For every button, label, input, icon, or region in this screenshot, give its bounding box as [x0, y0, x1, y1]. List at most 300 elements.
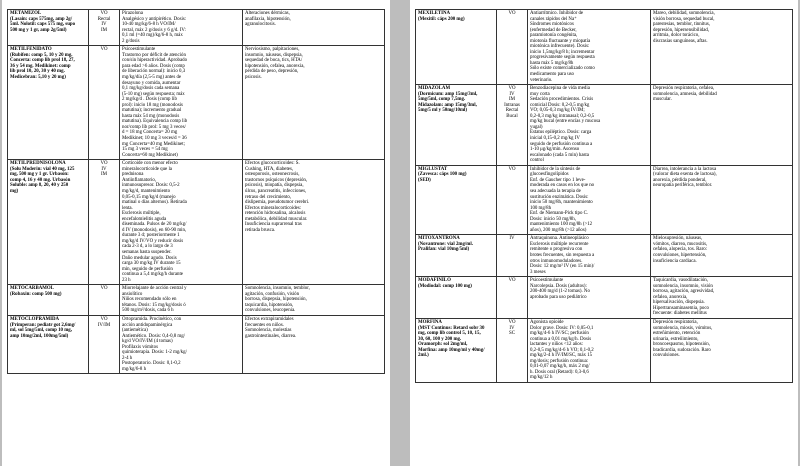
brand-line: (Rubifen: comp 5, 10 y 20 mg. — [10, 52, 73, 58]
side-effect-line: psicosis. — [245, 75, 262, 81]
side-effects-cell — [651, 277, 793, 319]
side-effect-line: Taquicardia, vasodilatación, — [653, 278, 708, 284]
dose-line: Antiinflamatorio, — [122, 177, 157, 183]
route: VO — [100, 286, 108, 292]
side-effect-line: Insuficiencia suprarrenal tras — [245, 222, 302, 228]
dose-line: 0,2-0,5 mg/kg/4-6 h VO; 0,1-0,2 — [530, 347, 594, 353]
dose-line: (antiemética) — [122, 328, 148, 334]
brand-line: Medicebran: 5,10 y 20 mg) — [10, 75, 66, 81]
side-effect-line: Depresión respiratoria, — [653, 319, 698, 325]
dose-line: Antiarrítmico. Inhibidor de — [530, 11, 584, 16]
side-effect-line: Depresión respiratoria, cefalea, — [653, 86, 715, 92]
brand-line: (Mexitil: cáps 200 mg) — [418, 16, 465, 22]
dose-line: desayuno y comida, aumentar — [122, 80, 181, 86]
brand-line: 500 mg y 1 gr, amp 2g/5ml) — [10, 27, 67, 33]
route-cell — [89, 315, 120, 373]
dose-cell — [528, 277, 651, 319]
brand-line: Pralifan: vial 10mg/5ml) — [418, 247, 470, 253]
side-effect-line: retirada brusca. — [245, 227, 276, 233]
dose-line: Psicoestimulante — [122, 47, 156, 53]
route: IV — [509, 236, 515, 242]
drug-name: MITOXANTRONA — [418, 236, 460, 242]
route: IM — [509, 97, 515, 103]
dose-line: Antraquinona. Antineoplásico — [530, 236, 589, 242]
brand-line: (Lasain: caps 575mg, amp 2g/ — [10, 16, 73, 22]
side-effect-line: Hipertransaminasemia, poco — [653, 305, 709, 311]
side-effect-line: discrasias sanguíneas, aftas. — [653, 38, 708, 44]
dose-line: sustitución enzimática. Dosis: — [530, 194, 589, 200]
dose-line: sea adecuada la terapia de — [530, 188, 581, 194]
drug-name-cell — [416, 85, 497, 166]
route-cell — [497, 85, 528, 166]
drug-row — [416, 85, 793, 166]
drug-name-cell — [416, 165, 497, 235]
brand-line: Morfina: amp 10mg/ml y 40mg/ — [418, 347, 485, 353]
dose-line: de liberación normal): inicio 0,3 — [122, 69, 186, 75]
route: Bucal — [506, 113, 518, 119]
side-effect-line: trastornos psíquicos (depresión, — [245, 177, 308, 183]
side-effect-line: frecuentes en niños. — [245, 322, 284, 328]
dose-line: durante 3 d; posteriormente 1 — [122, 233, 180, 239]
side-effect-line: broncoespasmo, hipotensión, — [653, 342, 710, 348]
drug-row — [8, 285, 385, 316]
route: VO — [100, 316, 108, 322]
route-cell — [497, 165, 528, 235]
dose-line: Dosis: 12 mg/m² IV (en 15 min)/ — [530, 264, 595, 270]
drug-row — [416, 165, 793, 235]
dose-line: 2 g/dosis — [122, 38, 140, 44]
dose-line: rectal, máx 2 g/dosis y 6 g/d. IV: — [122, 27, 186, 33]
dose-line: cada 2-3 d, a lo largo de 3 — [122, 244, 173, 250]
dose-line: mg/kg/día (2,5-5 mg) antes de — [122, 75, 182, 81]
route-cell — [89, 285, 120, 316]
brand-line: (Modiodal: comp 100 mg) — [418, 283, 472, 289]
dose-line: Corticoide con menor efecto — [122, 161, 178, 167]
side-effect-line: convulsiones, leucopenia. — [245, 308, 296, 314]
dose-line: acción antidopaminérgica — [122, 322, 173, 328]
dose-line: Sólo existe comercializado como — [530, 66, 595, 72]
side-effects-cell — [651, 85, 793, 166]
dose-cell — [120, 285, 243, 316]
drug-name: METILPREDNISOLONA — [10, 161, 66, 167]
side-effect-line: bradicardia, sudoración. Raro — [653, 347, 711, 353]
side-effect-line: borrosa, agitación, agresividad, — [653, 289, 715, 295]
brand-line: Oramorph: sol 2mg/ml, — [418, 342, 468, 348]
brand-line: 30, 60, 100 y 200 mg. — [418, 336, 462, 342]
side-effect-line: psicosis), miopatía, dispepsia, — [245, 183, 304, 189]
dose-line: Antiemético. Dosis: 0,4-0,8 mg/ — [122, 333, 186, 339]
dose-line: quimioterapia. Dosis: 1-2 mg/kg/ — [122, 350, 187, 356]
route: VO — [508, 11, 516, 16]
drug-name: MIDAZOLAM — [418, 86, 451, 92]
dose-cell — [120, 315, 243, 373]
dose-line: ansiolítico — [122, 291, 143, 297]
dose-line: Postoperatorio. Dosis: 0,1-0,2 — [122, 361, 181, 367]
dose-line: continua a 0,01 mg/kg/h. Dosis — [530, 336, 592, 342]
side-effect-line: somnolencia, insomnio, visión — [653, 283, 713, 289]
dose-cell — [528, 85, 651, 166]
dose-line: Dosis: inicio 50 mg/8h, — [530, 216, 576, 222]
route: VO — [100, 11, 108, 16]
dose-line: Miorrelajante de acción central y — [122, 286, 187, 292]
route: IV/IM — [97, 322, 111, 328]
brand-line: Midazolam: amp 15mg/3ml, — [418, 102, 477, 108]
side-effects-cell — [651, 318, 793, 382]
route: Rectal — [97, 16, 111, 22]
side-effect-line: somnolencia, miosis, vómitos, — [653, 325, 713, 331]
dose-line: VO; 0,05-0,3 mg/kg IV/IM; — [530, 108, 585, 114]
side-effect-line: cefalea, anorexia, — [653, 294, 688, 300]
side-effect-line: cefalea, alopecia, tos. Raro: — [653, 247, 708, 253]
drug-name: METAMIZOL — [10, 11, 42, 16]
dose-line: matutina); incremento gradual — [122, 108, 182, 114]
route: VO — [508, 86, 516, 92]
drug-name-cell — [416, 318, 497, 382]
dose-line: moderada en casos en los que no — [530, 183, 595, 189]
drug-name-cell — [416, 277, 497, 319]
dose-line: 23 h — [122, 277, 131, 283]
right-document-page — [410, 0, 798, 466]
route: VO — [508, 278, 516, 284]
route: Rectal — [505, 108, 519, 114]
dose-line: diseminada. Pulsos de 20 mg/kg/ — [122, 222, 187, 228]
route-cell — [497, 318, 528, 382]
dose-line: mg/kg/6-8 h — [122, 366, 147, 372]
dose-line: d IV (monodosis), en 60-90 min, — [122, 227, 187, 233]
route: IM — [101, 172, 107, 178]
dose-line: inicio 1,5mg/kg/8 h; incrementar — [530, 49, 595, 55]
side-effect-line: agranulocitosis. — [245, 22, 276, 28]
brand-line: mg) — [10, 188, 19, 194]
dose-line: Agonista opioide — [530, 319, 564, 325]
dose-line: escalonado (cada 5 min) hasta — [530, 152, 589, 158]
dose-line: mineralocorticoide que la — [122, 166, 172, 172]
brand-line: 2ml.) — [418, 353, 429, 359]
dose-line: Niños recomendado sólo en — [122, 297, 177, 303]
dose-line: aprobado para uso pediátrico — [530, 294, 587, 300]
dose-line: con/sin hiperactividad. Aprobado — [122, 58, 188, 64]
dose-line: 1-10 μg/kg/min. Ascenso — [530, 147, 580, 153]
drug-table-left — [7, 9, 385, 374]
dose-line: miotonía fluctuante y miopatía — [530, 38, 591, 44]
side-effect-line: retención hidrosalina, alcalosis — [245, 211, 306, 217]
dose-line: Estatus epiléptico. Dosis: carga — [530, 130, 592, 136]
route: SC — [509, 331, 515, 337]
dose-line: mg/kg/2-4 h IV/IM/SC, máx 15 — [530, 353, 593, 359]
dose-line: remitente o progresiva con — [530, 247, 583, 253]
drug-name-cell — [8, 10, 89, 46]
dose-line: prednisona — [122, 172, 144, 178]
dose-line: carga 30 mg/kg IV durante 15 — [122, 261, 181, 267]
side-effect-line: borrosa, dispepsia, hipotensión, — [245, 297, 307, 303]
dose-line: canales rápidos del Na⁺ — [530, 16, 577, 22]
side-effect-line: visión borrosa, sequedad bucal, — [653, 16, 715, 22]
dose-line: Enf. de Niemann-Pick tipo C. — [530, 211, 589, 217]
drug-name-cell — [416, 10, 497, 85]
dose-cell — [120, 10, 243, 46]
brand-line: 36 y 54 mg. Medikinet: comp — [10, 63, 71, 69]
dose-line: medicamento para uso — [530, 72, 574, 78]
dose-cell — [528, 318, 651, 382]
dose-line: Síndromes miotónicos — [530, 22, 574, 28]
dose-line: Enf. de Gaucher tipo 1 leve- — [530, 177, 586, 183]
brand-line: 5mg/5ml, comp 7,5mg. — [418, 97, 466, 103]
side-effect-line: Cushing, HTA, diabetes, — [245, 166, 294, 172]
drug-table-right — [415, 9, 793, 383]
dose-line: lactantes y niños <12 años: — [530, 342, 584, 348]
drug-name: METOCLOPRAMIDA — [10, 316, 60, 322]
drug-name: METOCARBAMOL — [10, 286, 54, 292]
brand-line: amp 10mg/2ml, 100mg/5ml) — [10, 333, 69, 339]
dose-line: 15 mg 3 veces = 54 mg — [122, 147, 168, 153]
dose-line: 0,1 mg/kg/dosis cada semana — [122, 86, 180, 92]
drug-table-body — [8, 10, 385, 374]
dose-line: encefalomielitis aguda — [122, 216, 167, 222]
side-effect-line: convulsiones, hipertensión, — [653, 252, 707, 258]
dose-line: nor/comp lib prol: 5 mg 3 veces/ — [122, 124, 186, 130]
brand-line: (SED) — [418, 177, 431, 183]
drug-row — [416, 318, 793, 382]
side-effect-line: sequedad de boca, tics, HTA/ — [245, 58, 303, 64]
route-cell — [497, 277, 528, 319]
side-effect-line: neuropatía periférica, temblor. — [653, 183, 713, 189]
brand-line: (Primperan: pediatr got 2,6mg/ — [10, 322, 76, 328]
drug-row — [8, 315, 385, 373]
brand-line: (Robaxin: comp 500 mg) — [10, 291, 62, 297]
side-effect-line: urinaria, estreñimiento, — [653, 336, 699, 342]
dose-line: yugal) — [530, 124, 543, 130]
dose-line: Esclerosis múltiple, — [122, 211, 161, 217]
route-cell — [497, 10, 528, 85]
left-document-page — [2, 0, 390, 466]
brand-line: (Novantrone: vial 2mg/ml. — [418, 241, 473, 247]
drug-name: METILFENIDATO — [10, 47, 52, 53]
brand-line: comp 4, 16 y 40 mg. Urbasón — [10, 177, 71, 183]
side-effect-line: agitación, confusión, visión — [245, 291, 300, 297]
drug-name-cell — [8, 160, 89, 285]
brand-line: lib prol 10, 20, 30 y 40 mg. — [10, 69, 65, 75]
drug-name-cell — [8, 285, 89, 316]
route: IV — [101, 22, 107, 28]
dose-line: muy corta — [530, 91, 550, 97]
drug-name: MORFINA — [418, 319, 442, 325]
dose-line: Ortopramida. Procinético, con — [122, 316, 182, 322]
dose-line: h. Dosis oral (Retard): 0,3-0,6 — [530, 369, 589, 375]
drug-name-cell — [8, 46, 89, 160]
dose-line: 2 mg/kg/d . Dosis (comp lib — [122, 97, 177, 103]
side-effect-line: gastrointestinales, diarrea. — [245, 333, 297, 339]
dose-line: 0,2-0,3 mg/kg intranasal; 0,2-0,5 — [530, 113, 595, 119]
dose-line: Benzodiacepina de vida media — [530, 86, 590, 92]
route-cell — [89, 10, 120, 46]
side-effect-line: Efectos glucocorticoides: S. — [245, 161, 300, 167]
dose-line: comicial Dosis: 0,2-0,5 mg/kg — [530, 102, 590, 108]
side-effect-line: arritmia, dolor torácico, — [653, 33, 700, 39]
drug-name: MEXILETINA — [418, 11, 451, 16]
side-effect-line: somnolencia, amnesia, debilidad — [653, 91, 717, 97]
side-effect-line: metabólica, debilidad muscular. — [245, 216, 308, 222]
dose-line: 500 mg/m²/dosis, cada 6 h — [122, 308, 174, 314]
dose-line: (enfermedad de Becker, — [530, 27, 577, 33]
dose-line: min, seguido de perfusión — [122, 266, 173, 272]
side-effects-cell — [243, 285, 385, 316]
side-effects-cell — [651, 10, 793, 85]
side-effect-line: frecuente: diabetes mellitus — [653, 311, 707, 317]
dose-line: matutina). Equivalencia comp lib — [122, 119, 188, 125]
dose-line: 10-40 mg/kg/6-8 h VO/IM/ — [122, 22, 176, 28]
dose-line: Pirazolona — [122, 11, 143, 16]
side-effect-line: Diarrea, intolerancia a la lactosa — [653, 166, 717, 172]
side-effect-line: osteoporosis, osteonecrosis, — [245, 172, 300, 178]
side-effect-line: muscular. — [653, 97, 672, 103]
dose-line: Inhibidor de la síntesis de — [530, 166, 581, 172]
dose-line: 2-4 h — [122, 355, 133, 361]
dose-line: 0,01-0,07 mg/kg/h, máx 2 mg/ — [530, 364, 590, 370]
drug-name-cell — [416, 235, 497, 277]
dose-line: para edad >6 años. Dosis (comp — [122, 63, 185, 69]
dose-line: d = 18 mg Concerta= 20 mg — [122, 130, 178, 136]
side-effect-line: retraso del crecimiento, — [245, 194, 292, 200]
route-cell — [497, 235, 528, 277]
dose-line: brotes frecuentes, sin respuesta a — [530, 252, 595, 258]
dose-line: Esclerosis múltiple recurrente — [530, 241, 589, 247]
dose-cell — [528, 165, 651, 235]
side-effects-cell — [243, 315, 385, 373]
side-effect-line: taquicardia, hipotensión, — [245, 302, 294, 308]
side-effects-cell — [243, 46, 385, 160]
side-effect-line: anafilaxia, hipotensión, — [245, 16, 291, 22]
drug-row — [8, 46, 385, 160]
dose-line: paramiotonía congénita, — [530, 33, 578, 39]
dose-line: miotónica infrecuente). Dosis: — [530, 44, 590, 50]
dose-line: años), 200 mg/8h (>12 años) — [530, 227, 587, 233]
dose-line: mg/kg bucal (entre encías y mucosa — [530, 119, 601, 125]
side-effects-cell — [651, 165, 793, 235]
side-effect-line: pérdida de peso, depresión, — [245, 69, 299, 75]
dose-line: Medikinet; 10 mg 3 veces/d = 36 — [122, 136, 187, 142]
side-effect-line: Alteraciones dérmicas, — [245, 11, 290, 16]
drug-row — [416, 277, 793, 319]
side-effect-line: hipotensión, cefalea, anorexia, — [245, 63, 305, 69]
dose-cell — [120, 160, 243, 285]
drug-row — [416, 235, 793, 277]
side-effect-line: Efectos mineralocorticoides: — [245, 205, 302, 211]
side-effect-line: depresión, hipersensibilidad, — [653, 27, 710, 33]
dose-cell — [528, 235, 651, 277]
brand-line: mg, comp lib control 5, 10, 15, — [418, 331, 481, 337]
drug-row — [416, 10, 793, 85]
brand-line: 5mg/5 ml y 50mg/10ml) — [418, 108, 468, 114]
route: Intranas — [504, 102, 520, 108]
side-effect-line: insomnio, náuseas, dispepsia, — [245, 52, 303, 58]
dose-line: Psicoestimulante — [530, 278, 564, 284]
brand-line: Soluble: amp 8, 20, 40 y 250 — [10, 183, 69, 189]
dose-line: mg/kg/12 h — [530, 375, 553, 381]
brand-line: mg, 500 mg y 1 gr. Urbasón: — [10, 172, 69, 178]
dose-cell — [120, 46, 243, 160]
dose-line: 0,1 ml (=40 mg)/kg/6-8 h, máx — [122, 33, 183, 39]
dose-line: matinal o días alternos). Retirada — [122, 200, 187, 206]
dose-line: 3 meses — [530, 269, 546, 275]
side-effect-line: úlcus, pancreatitis, infecciones, — [245, 188, 307, 194]
dose-line: mg/kg/d IV/VO y reducir dosis — [122, 238, 184, 244]
dose-line: otros inmunomoduladores. — [530, 258, 583, 264]
dose-line: mg/kg/d, mantenimiento — [122, 188, 171, 194]
dose-line: continua a 5,4 mg/kg/h durante — [122, 272, 183, 278]
dose-line: Profilaxis vómitos — [122, 344, 159, 350]
drug-row — [8, 10, 385, 46]
side-effect-line: estreñimiento, retención — [653, 331, 701, 337]
dose-line: 100 mg/8h — [530, 205, 552, 211]
brand-line: (Solu Moderin: vial 40 mg, 125 — [10, 166, 75, 172]
dose-line: Daño medular agudo. Dosis — [122, 255, 177, 261]
dose-line: (5-10 mg) según respuesta; máx — [122, 91, 185, 97]
route: VO — [508, 166, 516, 172]
dose-line: mg Concerta=40 mg Medikinet; — [122, 141, 185, 147]
side-effect-line: Somnolencia, molestias — [245, 328, 292, 334]
brand-line: (MST Continus: Retard sobr 30 — [418, 325, 485, 331]
side-effect-line: hipersalivación, dispepsia. — [653, 300, 705, 306]
dose-line: glucoesfingolípidos — [530, 172, 569, 178]
side-effects-cell — [243, 10, 385, 46]
brand-line: (Dormicum: amp 15mg/3ml, — [418, 91, 478, 97]
dose-line: inicio 50 mg/8h, mantenimiento — [530, 200, 593, 206]
dose-line: control — [530, 158, 544, 164]
dose-line: seguido de perfusión continua a — [530, 141, 593, 147]
dose-line: Trastorno por déficit de atención — [122, 52, 186, 58]
dose-line: hasta máx 5 mg/kg/8h — [530, 60, 574, 66]
dose-line: Sedación procedimientos. Crisis — [530, 97, 594, 103]
dose-line: kg/d VO/IV/IM (4 tomas) — [122, 339, 173, 345]
dose-line: veterinario. — [530, 77, 553, 83]
dose-line: inmunosupresor. Dosis: 0,5-2 — [122, 183, 180, 189]
route-cell — [89, 160, 120, 285]
drug-name-cell — [8, 315, 89, 373]
drug-name: MODAFINILO — [418, 278, 451, 284]
side-effect-line: parestesias, temblor, tinnitus, — [653, 22, 710, 28]
side-effect-line: Somnolencia, insomnio, temblor, — [245, 286, 310, 292]
side-effect-line: Mielosupresión, náuseas, — [653, 236, 703, 242]
side-effect-line: convulsiones. — [653, 353, 680, 359]
brand-line: (Zavesca: cáps 100 mg) — [418, 172, 467, 178]
dose-cell — [528, 10, 651, 85]
dose-line: prol): inicio 18 mg (monodosis — [122, 102, 183, 108]
dose-line: 200-400 mg/d (1-2 tomas). No — [530, 289, 590, 295]
drug-row — [8, 160, 385, 285]
dose-line: mg/dosis; perfusión continua: — [530, 358, 589, 364]
drug-table-body — [416, 10, 793, 383]
route: IV — [101, 166, 107, 172]
side-effect-line: dislipemia, pseudotumor cerebri. — [245, 200, 310, 206]
side-effects-cell — [243, 160, 385, 285]
route-cell — [89, 46, 120, 160]
route: IV — [509, 325, 515, 331]
dose-line: tétanos. Dosis: 15 mg/kg/dosis ó — [122, 302, 186, 308]
dose-line: lenta. — [122, 205, 133, 211]
route: VO — [100, 161, 108, 167]
dose-line: hasta máx 54 mg (monodosis — [122, 113, 180, 119]
side-effect-line: Mareo, debilidad, somnolencia, — [653, 11, 715, 16]
dose-line: progresivamente según respuesta — [530, 55, 595, 61]
dose-line: semanas hasta suspender. — [122, 249, 172, 255]
dose-line: Concerta=60 mg Medikinet) — [122, 152, 178, 158]
side-effects-cell — [651, 235, 793, 277]
dose-line: Dolor grave. Dosis: IV: 0,05-0,1 — [530, 325, 594, 331]
dose-line: mantenimiento 100 mg/8h (>12 — [530, 222, 593, 228]
route: VO — [508, 319, 516, 325]
dose-line: inicial 0,15-0,2 mg/kg IV — [530, 136, 580, 142]
route: IV — [509, 91, 515, 97]
